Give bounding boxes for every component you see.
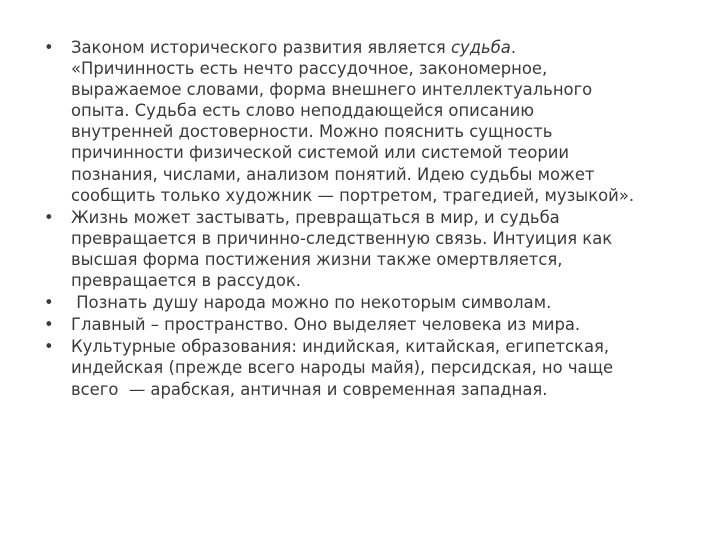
text-line: опыта. Судьба есть слово неподдающейся описанию — [71, 101, 535, 121]
bullet-item-soul — [44, 292, 694, 313]
text-line: внутренней достоверности. Можно пояснить сущность — [71, 122, 553, 142]
text-line: Культурные образования: индийская, китайская, египетская, — [71, 337, 610, 357]
bullet-item-space — [44, 314, 694, 335]
text-line: всего — арабская, античная и современная западная. — [71, 379, 548, 399]
text-line: превращается в рассудок. — [71, 271, 302, 291]
bullet-dot: • — [44, 207, 54, 227]
bullet-item-cultures — [44, 336, 694, 399]
bullet-item-fate — [44, 37, 694, 206]
text-fragment: . — [510, 38, 517, 57]
text-line: сообщить только художник — портретом, трагедией, музыкой». — [71, 185, 635, 205]
bullet-item-life — [44, 207, 694, 291]
text-line: индейская (прежде всего народы майя), персидская, но чаще — [71, 358, 614, 378]
bullet-dot: • — [44, 315, 54, 335]
text-line: выражаемое словами, форма внешнего интеллектуального — [71, 80, 593, 100]
bullet-dot: • — [44, 293, 54, 313]
text-line: высшая форма постижения жизни также омертвляется, — [71, 249, 563, 269]
text-line: «Причинность есть нечто рассудочное, закономерное, — [71, 59, 548, 79]
bullet-list — [44, 37, 694, 401]
emphasis-term: судьба — [450, 38, 511, 57]
text-line: Жизнь может застывать, превращаться в мир, и судьба — [71, 207, 560, 227]
bullet-dot: • — [44, 337, 54, 357]
text-line — [71, 37, 694, 58]
bullet-dot: • — [44, 38, 54, 57]
text-line: Главный – пространство. Оно выделяет человека из мира. — [71, 315, 581, 335]
text-line: причинности физической системой или системой теории — [71, 143, 570, 163]
text-line: превращается в причинно-следственную связь. Интуиция как — [71, 228, 613, 248]
text-line: познания, числами, анализом понятий. Идею судьбы может — [71, 164, 595, 184]
text-line: Познать душу народа можно по некоторым символам. — [71, 293, 552, 313]
text-fragment: Законом исторического развития является — [71, 38, 451, 57]
